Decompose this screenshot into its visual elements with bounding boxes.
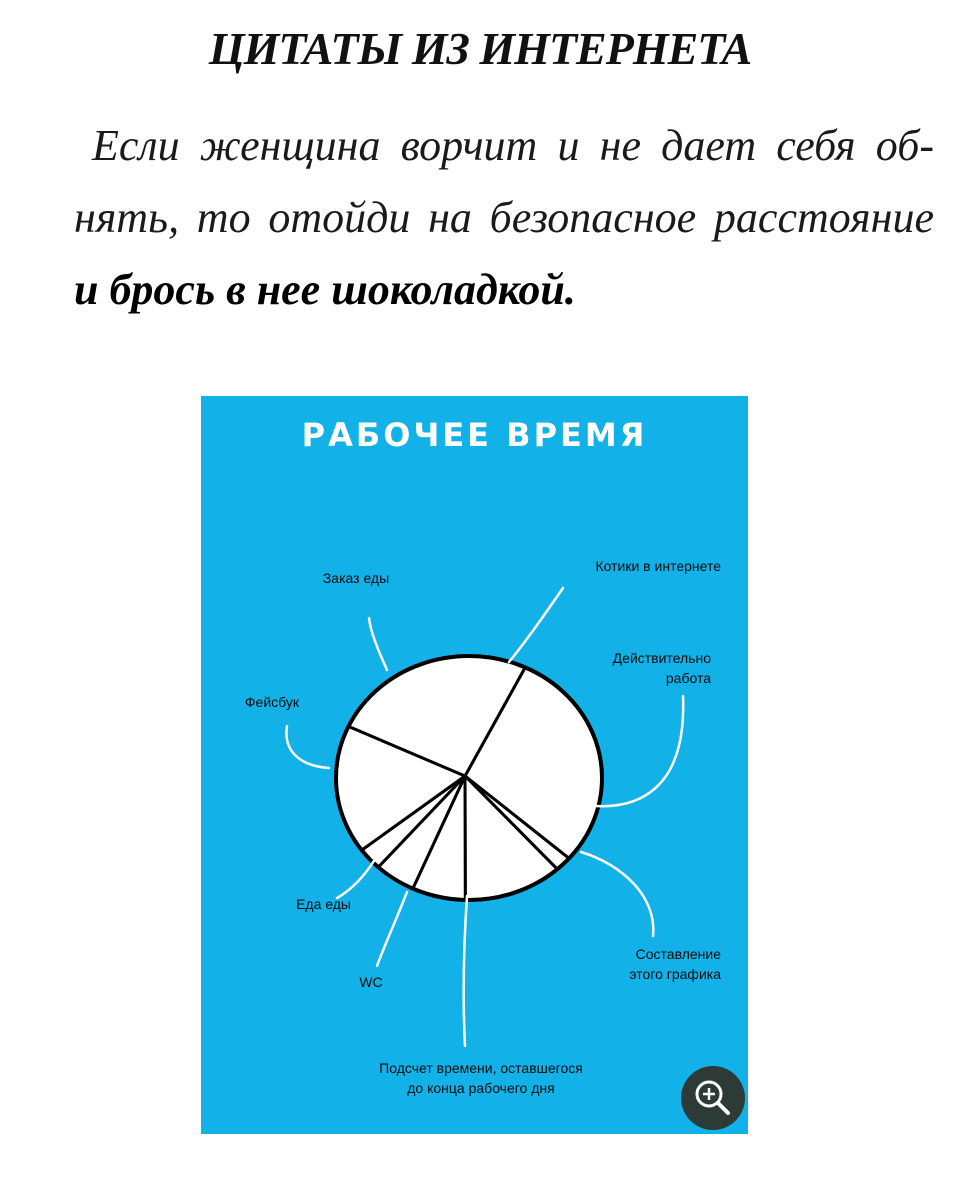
label-line: этого графика xyxy=(629,966,721,982)
label-действительно-работа xyxy=(541,648,711,688)
label-line: WC xyxy=(359,974,383,990)
label-еда-еды xyxy=(241,894,351,914)
label-составление-этого-графика xyxy=(561,944,721,984)
label-line: Заказ еды xyxy=(322,570,390,586)
label-line: Котики в интернете xyxy=(595,558,721,574)
leader-line-2 xyxy=(595,696,683,806)
chart-title: РАБОЧЕЕ ВРЕМЯ xyxy=(301,416,648,454)
label-фейсбук xyxy=(201,692,299,712)
leader-line-8 xyxy=(369,618,387,670)
zoom-button[interactable] xyxy=(681,1066,745,1130)
label-line: работа xyxy=(665,670,711,686)
label-заказ-еды xyxy=(291,568,421,588)
leader-line-7 xyxy=(286,726,329,768)
quote-line-3: и брось в нее шоколадкой. xyxy=(74,265,576,314)
leader-line-4 xyxy=(464,896,467,1046)
label-line: Подсчет времени, оставшегося xyxy=(379,1060,583,1076)
label-line: Составление xyxy=(635,946,721,962)
label-line: Фейсбук xyxy=(244,694,299,710)
label-котики-в-интернете xyxy=(481,556,721,576)
label-wc xyxy=(341,972,401,992)
page-title: ЦИТАТЫ ИЗ ИНТЕРНЕТА xyxy=(208,23,752,74)
label-подсчет-времени-оставшегося-до-конца-рабочего-дня xyxy=(321,1058,641,1098)
quote-line-2: нять, то отойди на безопасное расстояние xyxy=(74,193,934,242)
label-line: Действительно xyxy=(612,650,711,666)
label-line: до конца рабочего дня xyxy=(407,1080,555,1096)
leader-line-3 xyxy=(581,852,653,936)
label-line: Еда еды xyxy=(296,896,351,912)
leader-line-5 xyxy=(377,892,407,966)
chart-card xyxy=(201,396,748,1134)
quote-line-1: Если женщина ворчит и не дает себя об- xyxy=(92,121,934,170)
zoom-in-icon xyxy=(681,1066,745,1130)
quote-text xyxy=(74,110,934,326)
pie-chart xyxy=(201,396,748,1134)
